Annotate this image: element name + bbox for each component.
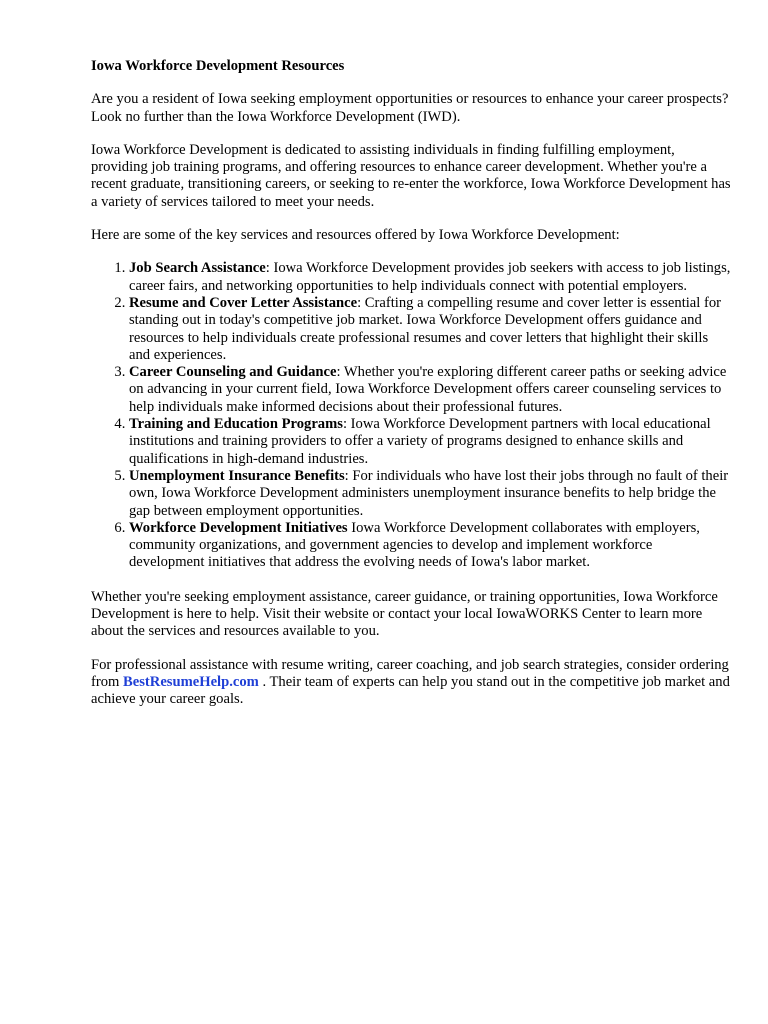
list-item: [129, 260, 731, 295]
service-term: Training and Education Programs: [129, 416, 343, 433]
intro-paragraph: Are you a resident of Iowa seeking employment opportunities or resources to enhance your career prospects? Look no further than the Iowa Workforce Development (IWD).: [91, 91, 729, 125]
best-resume-help-link[interactable]: BestResumeHelp.com: [123, 673, 259, 690]
description-paragraph: Iowa Workforce Development is dedicated to assisting individuals in finding fulfilling employment, providing job training programs, and offering resources to enhance career development. Whether you're a recent graduate, transitioning careers, or seeking to re-enter the workforce, Iowa Workforce Development has a variety of services tailored to meet your needs.: [91, 141, 731, 210]
service-text: Crafting a compelling resume and cover letter is essential for standing out in today's competitive job market. Iowa Workforce Development offers guidance and resources to help individuals create professional resumes and cover letters that highlight their skills and experiences.: [129, 294, 721, 363]
promo-paragraph: [91, 657, 731, 709]
list-item: [129, 520, 731, 572]
promo-text-after: . Their team of experts can help you stand out in the competitive job market and achieve your career goals.: [91, 673, 730, 708]
promo-text-before: For professional assistance with resume writing, career coaching, and job search strategies, consider ordering from: [91, 656, 729, 690]
services-list: [91, 260, 731, 571]
service-text: Whether you're exploring different career paths or seeking advice on advancing in your current field, Iowa Workforce Development offers career counseling services to help individuals make informed decisions about their professional futures.: [129, 364, 727, 415]
service-separator: :: [344, 467, 349, 484]
service-term: Unemployment Insurance Benefits: [129, 467, 345, 484]
service-separator: :: [357, 294, 362, 311]
list-item: [129, 295, 731, 364]
service-term: Workforce Development Initiatives: [129, 519, 348, 536]
document-title: Iowa Workforce Development Resources: [91, 58, 345, 74]
list-item: [129, 468, 731, 520]
list-item: [129, 364, 731, 416]
service-separator: :: [342, 416, 348, 433]
closing-paragraph: Whether you're seeking employment assistance, career guidance, or training opportunities, Iowa Workforce Development is here to help. Visit their website or contact your local IowaWORKS Center to learn more about the services and resources available to you.: [91, 588, 718, 640]
service-term: Career Counseling and Guidance: [129, 364, 337, 381]
service-separator: :: [265, 260, 270, 277]
service-term: Job Search Assistance: [129, 260, 266, 277]
service-text: For individuals who have lost their jobs through no fault of their own, Iowa Workforce Development administers unemployment insurance benefits to help bridge the gap between employment opportunities.: [129, 467, 729, 519]
list-item: [129, 416, 731, 468]
list-intro-paragraph: Here are some of the key services and resources offered by Iowa Workforce Development:: [91, 227, 620, 244]
document-page: [91, 58, 731, 725]
service-text: Iowa Workforce Development provides job seekers with access to job listings, career fairs, and networking opportunities to help individuals connect with potential employers.: [129, 260, 731, 294]
service-text: Iowa Workforce Development collaborates with employers, community organizations, and government agencies to develop and implement workforce development initiatives that address the evolving needs of Iowa's labor market.: [129, 519, 700, 571]
service-term: Resume and Cover Letter Assistance: [129, 294, 358, 311]
service-text: Iowa Workforce Development partners with local educational institutions and training providers to offer a variety of programs designed to enhance skills and qualifications in high-demand industries.: [129, 416, 711, 467]
service-separator: :: [336, 364, 341, 381]
